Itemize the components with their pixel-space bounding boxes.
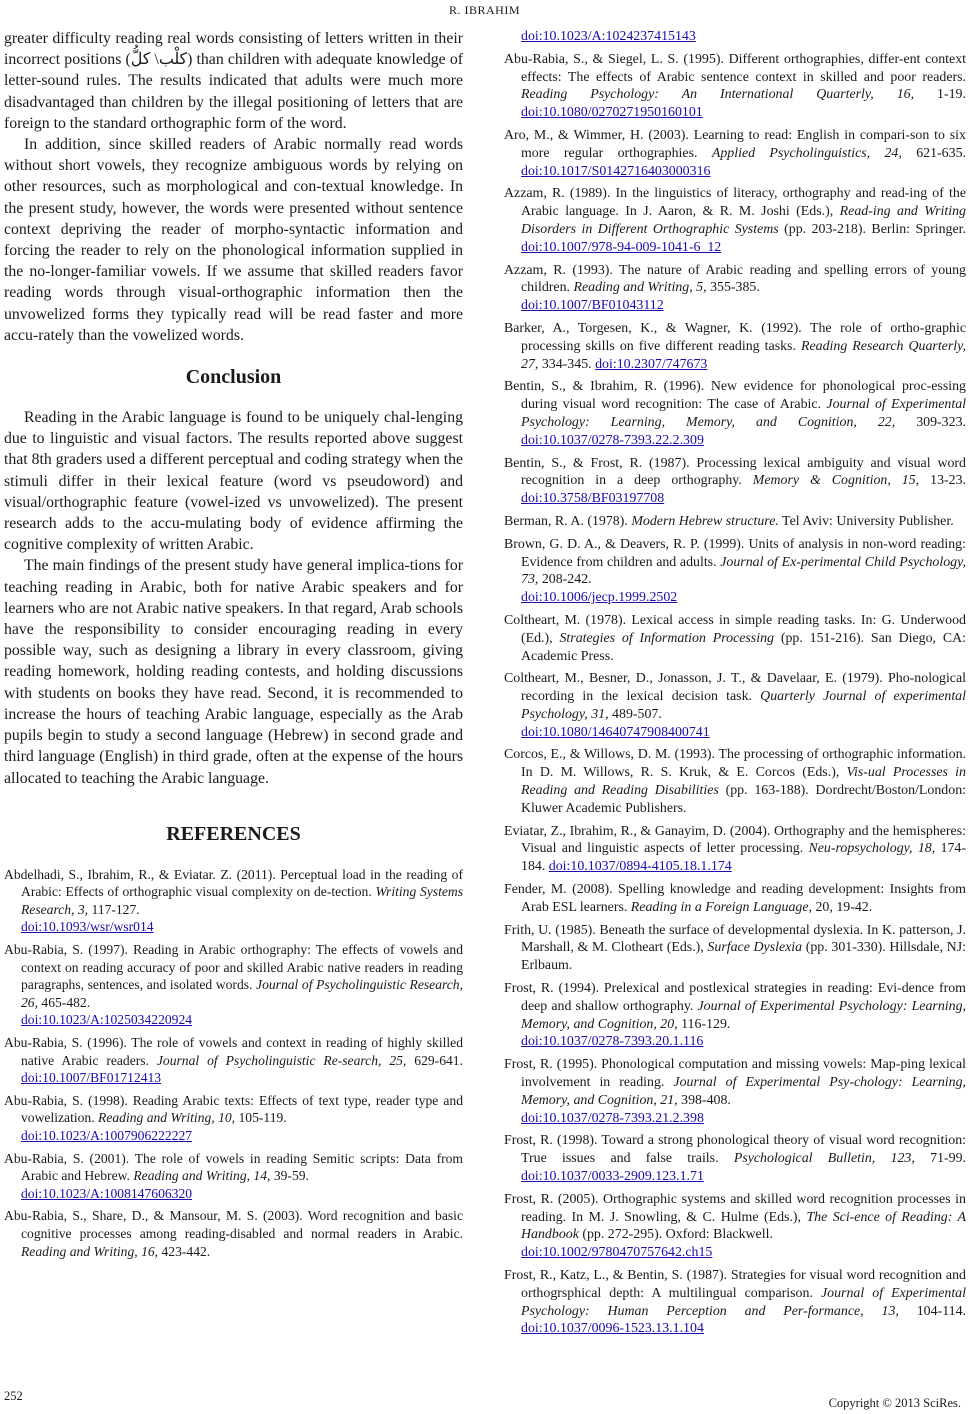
reference-text: Frost, R. (1998). Toward a strong phonological theory of visual word recognition: True issues and false trails. [504,1133,966,1167]
reference-text: Abu-Rabia, S. (1997). Reading in Arabic orthography: The effects of vowels and context on reading accuracy of poor and skilled Arabic native readers in reading paragraphs, sentences, and isolated words. [4,942,463,993]
reference-text: Brown, G. D. A., & Deavers, R. P. (1999). Units of analysis in non-word reading: Evidence from children and adults. [504,536,966,570]
reference-entry [504,127,966,180]
reference-source: Journal of Psycholinguistic Re-search, 25, [156,1052,407,1068]
reference-list-right [504,51,966,1338]
doi-link[interactable]: doi:10.1007/BF01043112 [521,298,664,314]
reference-entry [504,51,966,122]
reference-source: Reading and Writing, 5, [573,280,707,296]
reference-text: Abu-Rabia, S. (1998). Reading Arabic texts: Effects of text type, reader type and vowelization. [4,1092,463,1126]
reference-entry [504,185,966,256]
reference-pages: (pp. 163-188). Dordrecht/Boston/London: Kluwer Academic Publishers. [521,783,966,816]
copyright: Copyright © 2013 SciRes. [828,1396,961,1410]
reference-text: Bentin, S., & Ibrahim, R. (1996). New evidence for phonological proc-essing during visual word recognition: The case of Arabic. [504,379,966,413]
reference-text: Coltheart, M. (1978). Lexical access in simple reading tasks. In: G. Underwood (Ed.), [504,612,966,646]
reference-source: Reading Psychology: An International Quarterly, 16, [521,87,915,103]
reference-source: The Sci-ence of Reading: A Handbook [521,1209,967,1243]
reference-text: Azzam, R. (1993). The nature of Arabic reading and spelling errors of young children. [504,262,966,296]
reference-entry [504,536,966,607]
reference-source: Read-ing and Writing Disorders in Different Orthographic Systems [521,204,966,237]
body-paragraph: greater difficulty reading real words consisting of letters written in their incorrect positions (كلْب\ كلُّ) than children with adequate knowledge of letter-sound rules. The results indicated that adults were much more disadvantaged than children by the illegal positioning of letters that are foreign to the standard orthographic form of the word. [4,30,463,132]
reference-entry [504,320,966,373]
reference-entry [504,1267,966,1338]
reference-source: Vis-ual Processes in Reading and Reading Disabilities [521,765,966,799]
doi-link[interactable]: doi:10.1007/978-94-009-1041-6_12 [521,239,722,255]
reference-pages: 116-129. [677,1016,731,1032]
reference-entry [4,941,463,1029]
reference-entry [504,1191,966,1262]
doi-link[interactable]: doi:10.2307/747673 [595,356,708,372]
reference-source: Strategies of Information Processing [559,630,774,646]
doi-link[interactable]: doi:10.1006/jecp.1999.2502 [521,590,678,606]
doi-link[interactable]: doi:10.1037/0096-1523.13.1.104 [521,1321,704,1337]
reference-source: Surface Dyslexia [707,940,803,956]
doi-link[interactable]: doi:10.1080/0270271950160101 [521,105,703,121]
reference-pages: 105-119. [235,1110,287,1126]
reference-pages: 104-114. [898,1303,966,1319]
conclusion-paragraph: Reading in the Arabic language is found to be uniquely chal-lenging due to linguistic and visual factors. The results reported above suggest that 8th graders used a different perceptual and coding strategy when the stimuli differ in their lexical feature (word vs pseudoword) and visual/orthographic feature (vowel-ized vs unvowelized). The present research adds to the accu-mulating body of evidence affirming the cognitive complexity of written Arabic. [4,409,463,554]
reference-source: Reading and Writing, 14, [133,1168,271,1184]
reference-entry [504,881,966,917]
reference-source: Neu-ropsychology, 18, [808,841,936,857]
reference-entry [504,1056,966,1127]
doi-link[interactable]: doi:10.1093/wsr/wsr014 [21,919,154,935]
conclusion-heading: Conclusion [185,366,282,389]
reference-text: Abu-Rabia, S., Share, D., & Mansour, M. S. (2003). Word recognition and basic cognitive processes among reading-disabled and normal readers in Arabic. [4,1208,463,1241]
reference-text: Coltheart, M., Besner, D., Jonasson, J. T., & Davelaar, E. (1979). Pho-nological recording in the lexical decision task. [504,671,966,705]
reference-source: Reading in a Foreign Language [630,899,809,915]
reference-source: Psychological Bulletin, 123, [733,1151,915,1167]
reference-entry [504,980,966,1051]
reference-entry [504,823,966,876]
reference-source: Reading and Writing, 16, [21,1243,159,1259]
reference-pages: 355-385. [706,280,760,296]
reference-pages: 117-127. [88,901,140,917]
reference-source: Modern Hebrew structure. [631,513,779,529]
reference-source: Writing Systems Research, 3, [21,884,463,917]
reference-source: Reading and Writing, 10, [98,1110,236,1126]
references-heading: REFERENCES [166,822,301,845]
doi-link[interactable]: doi:10.1017/S0142716403000316 [521,163,711,179]
reference-source: Applied Psycholinguistics, 24, [711,145,902,161]
reference-entry [4,866,463,936]
reference-entry [504,746,966,817]
doi-link[interactable]: doi:10.1023/A:1024237415143 [521,29,696,44]
reference-pages: (pp. 272-295). Oxford: Blackwell. [578,1227,773,1243]
reference-entry [4,1207,463,1260]
reference-pages: 489-507. [608,706,662,722]
doi-link[interactable]: doi:10.1037/0278-7393.20.1.116 [521,1034,704,1050]
reference-entry [504,670,966,741]
reference-pages: 629-641. [406,1052,463,1068]
reference-pages: 398-408. [677,1092,731,1108]
reference-entry [504,262,966,315]
doi-link[interactable]: doi:10.1037/0894-4105.18.1.174 [548,859,732,875]
reference-text: Fender, M. (2008). Spelling knowledge and reading development: Insights from Arab ESL learners. [504,882,966,915]
reference-entry [4,1034,463,1087]
doi-link[interactable]: doi:10.1023/A:1025034220924 [21,1012,193,1028]
doi-link[interactable]: doi:10.1037/0278-7393.22.2.309 [521,432,704,448]
doi-link[interactable]: doi:10.1037/0033-2909.123.1.71 [521,1169,704,1185]
reference-pages: 309-323. [895,414,966,430]
reference-text: Eviatar, Z., Ibrahim, R., & Ganayim, D. (2004). Orthography and the hemispheres: Visual and linguistic aspects of letter processing. [504,823,966,857]
doi-link[interactable]: doi:10.1023/A:1007906222227 [21,1128,193,1144]
reference-pages: 1-19. [914,87,966,103]
reference-pages: 621-635. [901,145,966,161]
reference-pages: 465-482. [38,994,91,1010]
conclusion-paragraph: The main findings of the present study have general implica-tions for teaching reading in Arabic, both for native Arabic speakers and for learners who are not Arabic native speakers. In that regard, Arab schools have the responsibility to consider encouraging reading in every possible way, such as designing a library in every classroom, giving reading homework, holding reading contests, and holding discussions with students on books they have read. Second, it is recommended to increase the hours of teaching Arabic language, especially as the Arab pupils begin to study a second language (Hebrew) in second grade and third language (English) in third grade, often at the expense of the hours allocated to teaching the Arabic language. [4,557,463,787]
doi-link[interactable]: doi:10.3758/BF03197708 [521,491,665,507]
reference-pages: 71-99. [914,1151,966,1167]
reference-source: Journal of Experimental Psy-chology: Learning, Memory, and Cognition, 21, [521,1075,966,1108]
reference-source: Reading Research Quarterly, 27, [521,338,966,372]
reference-source: Journal of Experimental Psychology: Learning, Memory, and Cognition, 22, [521,397,966,430]
reference-entry [504,612,966,665]
reference-pages: 208-242. [538,572,592,588]
reference-text: Frost, R. (1994). Prelexical and postlexical strategies in reading: Evi-dence from deep and shallow orthography. [504,981,966,1014]
reference-pages: 423-442. [158,1243,211,1259]
reference-text: Abdelhadi, S., Ibrahim, R., & Eviatar. Z. (2011). Perceptual load in the reading of Arabic: Effects of orthographic visual complexity on de-tection. [4,866,463,900]
reference-entry [504,922,966,975]
reference-entry [504,1132,966,1185]
reference-text: Abu-Rabia, S. (1996). The role of vowels and context in reading of highly skilled native Arabic readers. [4,1035,463,1068]
reference-source: Memory & Cognition, 15, [752,473,920,489]
doi-link[interactable]: doi:10.1037/0278-7393.21.2.398 [521,1110,704,1126]
reference-text: Bentin, S., & Frost, R. (1987). Processing lexical ambiguity and visual word recognition in a deep orthography. [504,455,966,489]
reference-pages: Tel Aviv: University Publisher. [778,513,954,529]
reference-pages: 334-345. [538,356,596,372]
reference-text: Frost, R. (1995). Phonological computation and missing vowels: Map-ping lexical involvement in reading. [504,1057,966,1091]
reference-entry [504,378,966,449]
reference-text: Abu-Rabia, S., & Siegel, L. S. (1995). Different orthographies, differ-ent context effects: The effects of Arabic sentence context in skilled and poor readers. [504,51,966,85]
page-number: 252 [4,1389,23,1403]
reference-source: Journal of Psycholinguistic Research, 26, [21,977,463,1010]
reference-continuation [504,28,966,46]
doi-link[interactable]: doi:10.1023/A:1008147606320 [21,1185,193,1201]
reference-source: Journal of Ex-perimental Child Psychology, 73, [521,554,966,588]
body-paragraph: In addition, since skilled readers of Arabic normally read words without short vowels, they recognize ambiguous words by relying on other resources, such as morphological and con-textual knowledge. In the present study, however, the words were presented without sentence context depriving the reader of morpho-syntactic information and forcing the reader to rely on the phonological information supplied in the no-longer-familiar vowels. If we assume that skilled readers favor reading words through visual-orthographic information then the unvowelized forms they typically read will be read faster and more accu-rately than the vowelized words. [4,136,463,344]
reference-pages: (pp. 301-330). Hillsdale, NJ: Erlbaum. [521,940,966,974]
right-column [504,28,966,1343]
reference-text: Azzam, R. (1989). In the linguistics of literacy, orthography and read-ing of the Arabic language. In J. Aaron, & R. M. Joshi (Eds.), [504,186,966,220]
reference-text: Frost, R. (2005). Orthographic systems and skilled word recognition processes in reading. In M. J. Snowling, & C. Hulme (Eds.), [504,1191,966,1225]
reference-pages: (pp. 151-216). San Diego, CA: Academic Press. [521,630,966,664]
reference-entry [4,1092,463,1145]
doi-link[interactable]: doi:10.1002/9780470757642.ch15 [521,1245,713,1261]
left-column [4,28,463,1265]
reference-entry [504,455,966,508]
reference-entry [504,513,966,531]
reference-source: Journal of Experimental Psychology: Human Perception and Per-formance, 13, [521,1285,966,1319]
running-head: R. IBRAHIM [448,3,520,17]
reference-text: Frost, R., Katz, L., & Bentin, S. (1987). Strategies for visual word recognition and orthogrsphical depth: A multilingual comparison. [504,1268,966,1301]
reference-entry [4,1150,463,1203]
reference-list-left [4,866,463,1260]
reference-source: Quarterly Journal of experimental Psychology, 31, [521,689,966,722]
reference-text: Aro, M., & Wimmer, H. (2003). Learning to read: English in compari-son to six more regular orthographies. [504,127,966,161]
reference-pages: , 20, 19-42. [808,899,873,915]
reference-text: Frith, U. (1985). Beneath the surface of developmental dyslexia. In K. patterson, J. Marshall, & M. Clotheart (Eds.), [504,922,966,956]
doi-link[interactable]: doi:10.1080/14640747908400741 [521,724,710,740]
reference-text: Berman, R. A. (1978). [504,513,632,529]
reference-text: Abu-Rabia, S. (2001). The role of vowels in reading Semitic scripts: Data from Arabic and Hebrew. [4,1150,463,1184]
reference-text: Corcos, E., & Willows, D. M. (1993). The processing of orthographic information. In D. M. Willows, R. S. Kruk, & E. Corcos (Eds.), [504,747,966,781]
doi-link[interactable]: doi:10.1007/BF01712413 [21,1070,162,1086]
reference-source: Journal of Experimental Psychology: Learning, Memory, and Cognition, 20, [521,998,966,1032]
reference-pages: 13-23. [919,473,967,489]
reference-text: Barker, A., Torgesen, K., & Wagner, K. (1992). The role of ortho-graphic processing skills on five different reading tasks. [504,320,966,354]
reference-pages: 174-184. [521,841,966,875]
reference-pages: 39-59. [270,1168,309,1184]
reference-pages: (pp. 203-218). Berlin: Springer. [778,221,966,237]
